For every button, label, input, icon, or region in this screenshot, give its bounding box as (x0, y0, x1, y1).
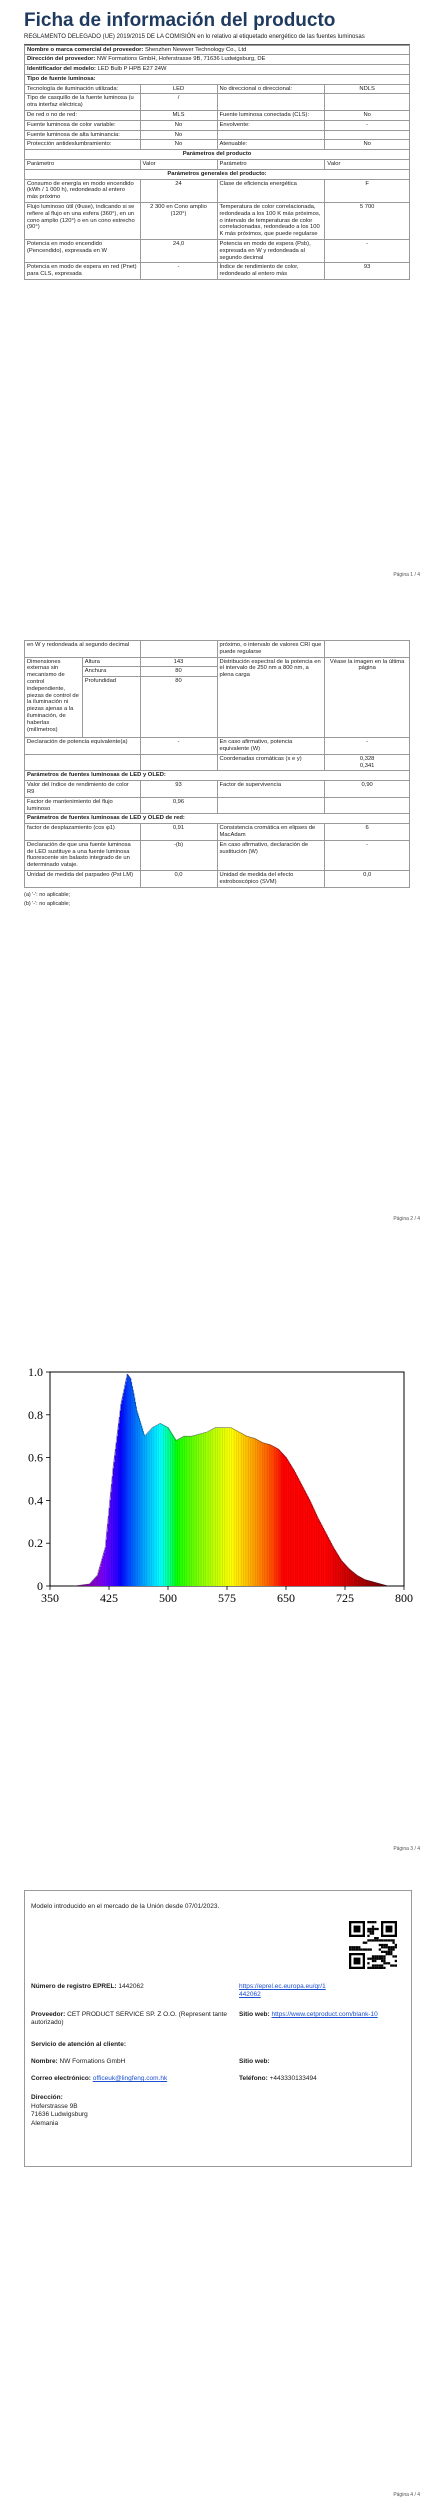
address-line-2: 71636 Ludwigsburg (31, 2111, 88, 2118)
light-source-type-heading: Tipo de fuente luminosa: (25, 74, 410, 84)
cls-value: No (325, 111, 410, 121)
name-label: Nombre: (31, 2058, 58, 2065)
strobo-label: Unidad de medida del efecto estroboscópico (SVM) (217, 870, 325, 887)
cap-value: / (140, 94, 217, 111)
service-heading: Servicio de atención al cliente: (31, 2041, 127, 2048)
general-params-heading: Parámetros generales del producto: (25, 169, 410, 179)
email-link[interactable]: officeuk@lingfeng.com.hk (92, 2075, 168, 2082)
mains-value: MLS (140, 111, 217, 121)
address-line-1: Hoferstrasse 9B (31, 2102, 78, 2110)
r9-label: Valor del índice de rendimiento de color R9 (25, 781, 141, 798)
mains-label: De red o no de red: (25, 111, 141, 121)
model-id: LED Bulb P HPB E27 24W (97, 66, 167, 73)
lumen-label: Factor de mantenimiento del flujo luminoso (25, 797, 141, 814)
provider-value: CET PRODUCT SERVICE SP. Z O.O. (Represent tante autorizado) (31, 2011, 228, 2026)
tech-value: LED (140, 84, 217, 94)
strobo-value: 0,0 (325, 870, 410, 887)
sheet-2 (24, 640, 410, 909)
energy-value: 24 (140, 179, 217, 202)
depth-label: Profundidad (82, 677, 140, 738)
page-4 (0, 1890, 444, 2510)
cri-value: 93 (325, 263, 410, 280)
product-info-table-2 (24, 640, 410, 888)
y-tick-label: 0 (37, 1579, 43, 1593)
page-2 (0, 630, 444, 1230)
hl-value: No (140, 130, 217, 140)
col-param-1: Parámetro (25, 160, 141, 170)
surv-value: 0,90 (325, 781, 410, 798)
eprel-label: Número de registro EPREL: (31, 1983, 117, 1990)
macadam-value: 6 (325, 824, 410, 841)
y-tick-label: 0.4 (28, 1493, 43, 1508)
width-label: Anchura (82, 667, 140, 677)
psb-label: Potencia en modo de espera (Psb), expresada en W y redondeada al segundo decimal (217, 240, 325, 263)
cri-label: Índice de rendimiento de color, redondeado al entero más (217, 263, 325, 280)
lumen-value: 0,96 (140, 797, 217, 814)
eqp-label: Declaración de potencia equivalente(a) (25, 738, 141, 755)
col-value-1: Valor (140, 160, 217, 170)
flicker-value: 0,0 (140, 870, 217, 887)
eclass-value: F (325, 179, 410, 202)
pnet-value: - (140, 263, 217, 280)
y-tick-label: 1.0 (28, 1365, 43, 1379)
width-value: 80 (140, 667, 217, 677)
provider-label: Proveedor: (31, 2011, 66, 2018)
regulation-text: REGLAMENTO DELEGADO (UE) 2019/2015 DE LA COMISIÓN en lo relativo al etiquetado energético de las fuentes luminosas (24, 34, 410, 45)
eqw-value: - (325, 738, 410, 755)
page-number-1: Página 1 / 4 (393, 572, 420, 578)
footnote-a: (a) '-': no aplicable; (24, 891, 71, 898)
model-label: Identificador del modelo: (27, 66, 96, 73)
height-value: 143 (140, 657, 217, 667)
sheet-1 (24, 10, 410, 280)
x-tick-label: 800 (395, 1591, 413, 1605)
sheet-4 (24, 1890, 412, 2167)
web-label: Sitio web: (239, 2011, 270, 2018)
dims-label: Dimensiones externas sin mecanismo de control independiente, piezas de control de la iluminación ni piezas ajenas a la iluminación, de haberlas (milímetros) (25, 657, 83, 738)
height-label: Altura (82, 657, 140, 667)
pon-value: 24,0 (140, 240, 217, 263)
flux-value: 2 300 en Cono amplio (120°) (140, 203, 217, 240)
colour-label: Fuente luminosa de color variable: (25, 120, 141, 130)
dim-value: No (325, 140, 410, 150)
nondir-value: NDLS (325, 84, 410, 94)
r9-value: 93 (140, 781, 217, 798)
repl-w-value: - (325, 840, 410, 870)
surv-label: Factor de supervivencia (217, 781, 325, 798)
page-number-2: Página 2 / 4 (393, 1216, 420, 1222)
page-number-3: Página 3 / 4 (393, 1846, 420, 1852)
tech-label: Tecnología de iluminación utilizada: (25, 84, 141, 94)
supplier-address-label: Dirección del proveedor: (27, 56, 96, 63)
cct-value: 5 700 (325, 203, 410, 240)
x-tick-label: 650 (277, 1591, 295, 1605)
hl-label: Fuente luminosa de alta luminancia: (25, 130, 141, 140)
glare-label: Protección antideslumbramiento: (25, 140, 141, 150)
x-tick-label: 725 (336, 1591, 354, 1605)
repl-label: Declaración de que una fuente luminosa de LED sustituye a una fuente luminosa fluorescente sin balasto integrado de un determinado vataje. (25, 840, 141, 870)
pnet-cont: en W y redondeada al segundo decimal (25, 641, 141, 658)
phone-value: +443330133494 (269, 2075, 317, 2082)
supplier-name: Shenzhen Newwer Technology Co., Ltd (144, 46, 247, 53)
spectrum-area (74, 1374, 389, 1586)
envelope-value: - (325, 120, 410, 130)
eqw-label: En caso afirmativo, potencia equivalente (W) (217, 738, 325, 755)
page-3 (0, 1260, 444, 1860)
flux-label: Flujo luminoso útil (Φuse), indicando si se refiere al flujo en una esfera (360°), en un cono amplio (120°) o en un cono estrecho (90°) (25, 203, 141, 240)
eprel-value: 1442062 (118, 1983, 144, 1990)
spd-value: Véase la imagen en la última página (325, 657, 410, 738)
cri-cont: próximo, o intervalo de valores CRI que puede regularse (217, 641, 325, 658)
web2-label: Sitio web: (239, 2058, 270, 2065)
x-tick-label: 500 (159, 1591, 177, 1605)
address-line-3: Alemania (31, 2119, 59, 2127)
cct-label: Temperatura de color correlacionada, redondeada a los 100 K más próximos, o intervalo de temperaturas de color correlacionadas, redondeado a los 100 K más próximos, que puede regularse (217, 203, 325, 240)
disp-value: 0,91 (140, 824, 217, 841)
macadam-label: Consistencia cromática en elipses de MacAdam (217, 824, 325, 841)
product-info-table-1 (24, 45, 410, 281)
colour-value: No (140, 120, 217, 130)
spd-label: Distribución espectral de la potencia en el intervalo de 250 nm a 800 nm, a plena carga (217, 657, 325, 738)
y-tick-label: 0.2 (28, 1536, 43, 1551)
footnote-b: (b) '-': no aplicable; (24, 900, 71, 907)
disp-label: factor de desplazamiento (cos φ1) (25, 824, 141, 841)
depth-value: 80 (140, 677, 217, 738)
glare-value: No (140, 140, 217, 150)
cap-label: Tipo de casquillo de la fuente luminosa (u otra interfaz eléctrica) (25, 94, 141, 111)
chroma-label: Coordenadas cromáticas (x e y) (217, 754, 325, 771)
qr-code-icon (349, 1921, 397, 1969)
spectral-distribution-chart (0, 1350, 444, 1620)
y-tick-label: 0.8 (28, 1407, 43, 1422)
market-intro: Modelo introducido en el mercado de la Unión desde 07/01/2023. (31, 1903, 220, 1910)
page-number-4: Página 4 / 4 (393, 2492, 420, 2498)
product-params-heading: Parámetros del producto (25, 150, 410, 160)
eprel-link[interactable]: https://eprel.ec.europa.eu/qr/1442062 (239, 1983, 326, 1998)
col-param-2: Parámetro (217, 160, 325, 170)
supplier-address: NW Formations GmbH, Hoferstrasse 9B, 71636 Ludwigsburg, DE (96, 56, 266, 63)
x-tick-label: 425 (100, 1591, 118, 1605)
repl-w-label: En caso afirmativo, declaración de sustitución (W) (217, 840, 325, 870)
y-tick-label: 0.6 (28, 1450, 43, 1465)
cls-label: Fuente luminosa conectada (CLS): (217, 111, 325, 121)
address-label: Dirección: (31, 2094, 63, 2101)
phone-label: Teléfono: (239, 2075, 268, 2082)
eqp-value: - (140, 738, 217, 755)
email-label: Correo electrónico: (31, 2075, 91, 2082)
chroma-y: 0,341 (359, 762, 375, 769)
pnet-label: Potencia en modo de espera en red (Pnet) para CLS, expresada (25, 263, 141, 280)
page-1 (0, 0, 444, 600)
x-tick-label: 575 (218, 1591, 236, 1605)
led-params-heading: Parámetros de fuentes luminosas de LED y OLED: (25, 771, 410, 781)
supplier-name-label: Nombre o marca comercial del proveedor: (27, 46, 144, 53)
pon-label: Potencia en modo encendido (Pencendido), expresada en W (25, 240, 141, 263)
document-title: Ficha de información del producto (24, 10, 336, 31)
psb-value: - (325, 240, 410, 263)
energy-label: Consumo de energía en modo encendido (kWh / 1 000 h), redondeado al entero más próximo (25, 179, 141, 202)
eclass-label: Clase de eficiencia energética (217, 179, 325, 202)
envelope-label: Envolvente: (217, 120, 325, 130)
nondir-label: No direccional o direccional: (217, 84, 325, 94)
flicker-label: Unidad de medida del parpadeo (Pst LM) (25, 870, 141, 887)
web-link[interactable]: https://www.cetproduct.com/blank-10 (271, 2011, 378, 2018)
x-tick-label: 350 (41, 1591, 59, 1605)
chroma-x: 0,328 (359, 755, 375, 762)
col-value-2: Valor (325, 160, 410, 170)
led-mains-heading: Parámetros de fuentes luminosas de LED y OLED de red: (25, 814, 410, 824)
repl-value: -(b) (140, 840, 217, 870)
name-value: NW Formations GmbH (59, 2058, 126, 2065)
dim-label: Atenuable: (217, 140, 325, 150)
